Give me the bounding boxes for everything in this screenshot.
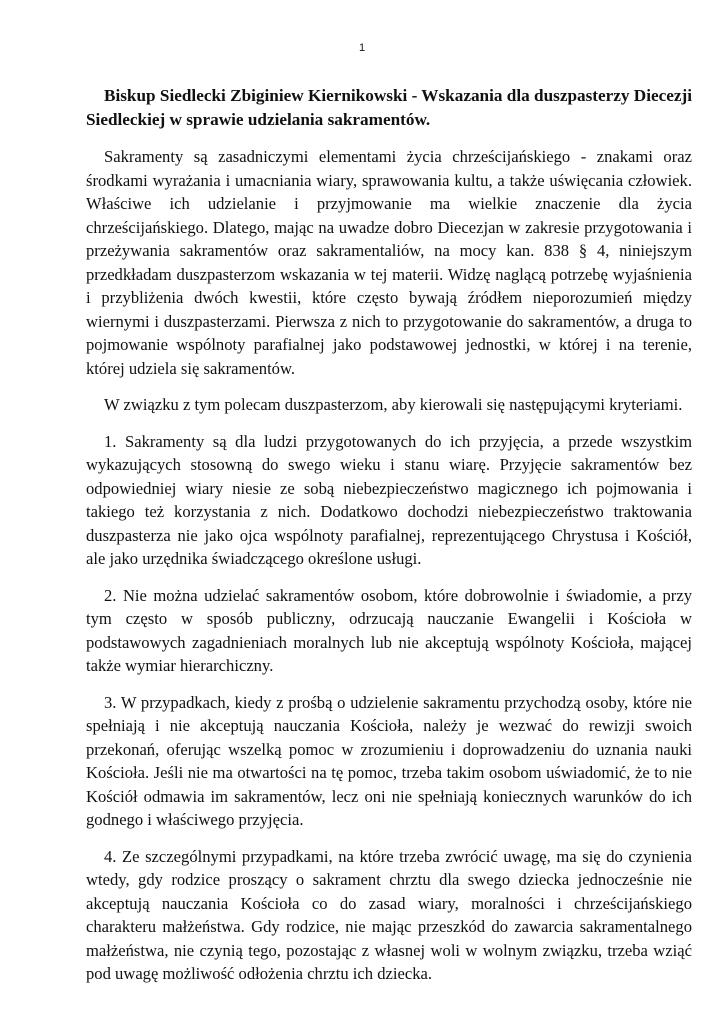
paragraph-criteria-lead: W związku z tym polecam duszpasterzom, aby kierowali się następującymi kryteriami. xyxy=(104,395,683,414)
paragraph-point-4: 4. Ze szczególnymi przypadkami, na które trzeba zwrócić uwagę, ma się do czynienia wtedy, gdy rodzice proszący o sakrament chrztu dla swego dziecka jednocześnie nie akceptują nauczania Kościoła co do zasad wiary, moralności i chrześcijańskiego charakteru małżeństwa. Gdy rodzice, nie mając przeszkód do zawarcia sakramentalnego małżeństwa, nie czynią tego, pozostając z własnej woli w wolnym związku, trzeba wziąć pod uwagę możliwość odłożenia chrztu ich dziecka. xyxy=(86,846,692,983)
paragraph-point-3: 3. W przypadkach, kiedy z prośbą o udzielenie sakramentu przychodzą osoby, które nie spełniają i nie akceptują nauczania Kościoła, należy je wezwać do rewizji swoich przekonań, oferując wszelką pomoc w zrozumieniu i doprowadzeniu do uznania nauki Kościoła. Jeśli nie ma otwartości na tę pomoc, trzeba takim osobom uświadomić, że to nie Kościół odmawia im sakramentów, lecz oni nie spełniają koniecznych warunków do ich godnego i właściwego przyjęcia. xyxy=(86,692,692,829)
page-number: 1 xyxy=(358,42,366,54)
document-title: Biskup Siedlecki Zbiginiew Kiernikowski - Wskazania dla duszpasterzy Diecezji Siedleckiej w sprawie udzielania sakramentów. xyxy=(86,86,692,129)
paragraph-intro: Sakramenty są zasadniczymi elementami życia chrześcijańskiego - znakami oraz środkami wyrażania i umacniania wiary, sprawowania kultu, a także uświęcania człowiek. Właściwe ich udzielanie i przyjmowanie ma wielkie znaczenie dla życia chrześcijańskiego. Dlatego, mając na uwadze dobro Diecezjan w zakresie przygotowania i przeżywania sakramentów oraz sakramentaliów, na mocy kan. 838 § 4, niniejszym przedkładam duszpasterzom wskazania w tej materii. Widzę naglącą potrzebę wyjaśnienia i przybliżenia dwóch kwestii, które często bywają źródłem nieporozumień między wiernymi i duszpasterzami. Pierwsza z nich to przygotowanie do sakramentów, a druga to pojmowanie wspólnoty parafialnej jako podstawowej jednostki, w której i na terenie, której udziela się sakramentów. xyxy=(86,147,692,378)
paragraph-point-2: 2. Nie można udzielać sakramentów osobom, które dobrowolnie i świadomie, a przy tym często w sposób publiczny, odrzucają nauczanie Ewangelii i Kościoła w podstawowych zagadnieniach moralnych lub nie akceptują wspólnoty Kościoła, mającej także wymiar hierarchiczny. xyxy=(86,585,692,675)
paragraph-point-1: 1. Sakramenty są dla ludzi przygotowanych do ich przyjęcia, a przede wszystkim wykazujących stosowną do swego wieku i stanu wiarę. Przyjęcie sakramentów bez odpowiedniej wiary niesie ze sobą niebezpieczeństwo magicznego ich pojmowania i takiego też korzystania z nich. Dodatkowo dochodzi niebezpieczeństwo traktowania duszpasterza nie jako ojca wspólnoty parafialnej, reprezentującego Chrystusa i Kościół, ale jako urzędnika świadczącego określone usługi. xyxy=(86,431,692,568)
document-body xyxy=(86,84,692,999)
